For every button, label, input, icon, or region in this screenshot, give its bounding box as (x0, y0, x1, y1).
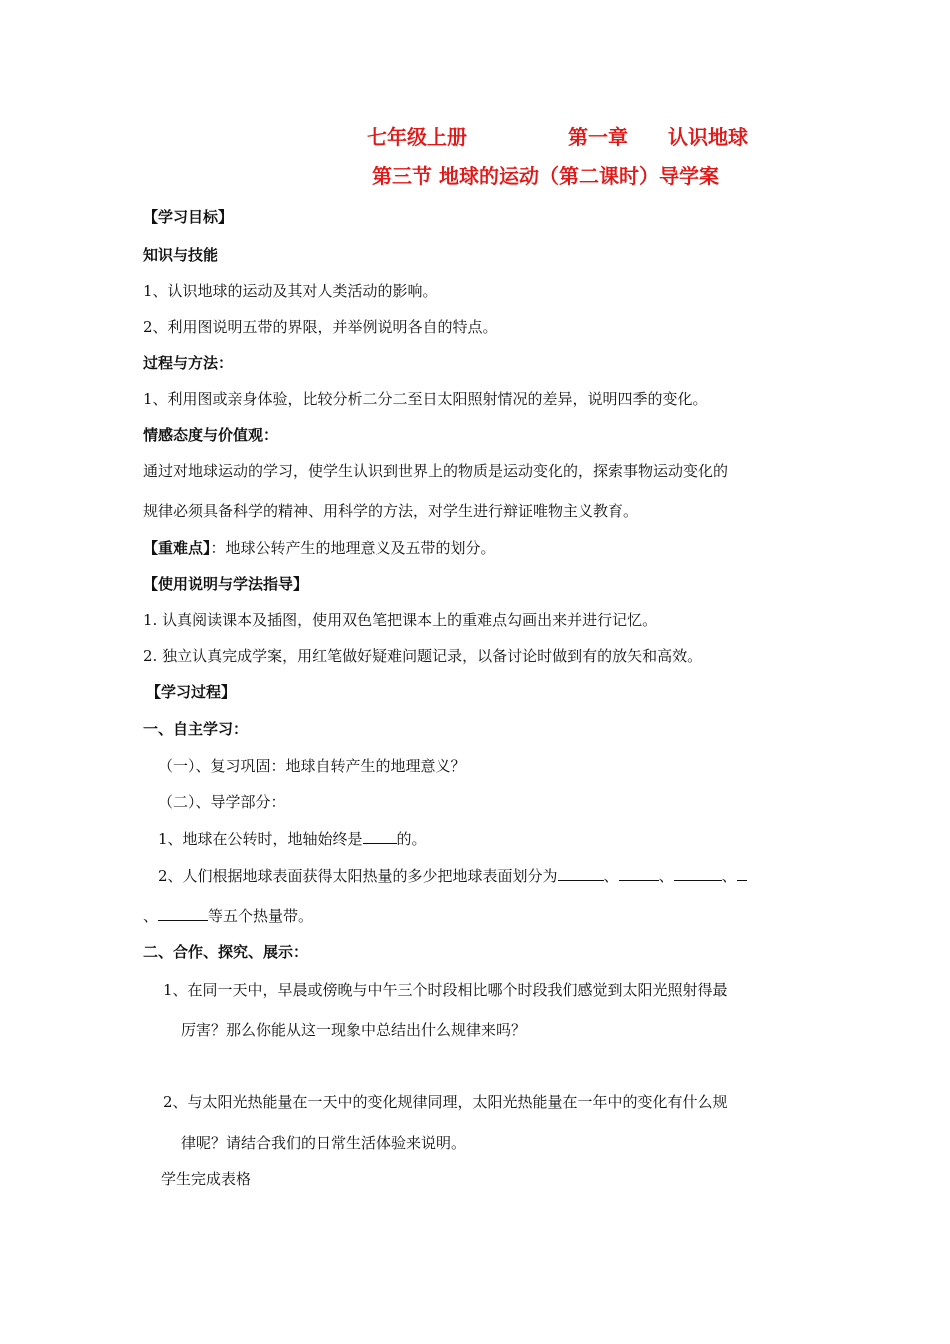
emotion-text-line-2: 规律必须具备科学的精神、用科学的方法，对学生进行辩证唯物主义教育。 (143, 502, 639, 520)
answer-blank-2b[interactable] (619, 865, 659, 881)
instructions-item-1: 1. 认真阅读课本及插图，使用双色笔把课本上的重难点勾画出来并进行记忆。 (143, 611, 658, 629)
title-chapter-name: 认识地球 (668, 125, 748, 149)
answer-blank-2e[interactable] (158, 905, 208, 921)
table-note: 学生完成表格 (161, 1170, 252, 1188)
question-2-end: 等五个热量带。 (208, 907, 314, 925)
cooperation-heading: 二、合作、探究、展示： (143, 943, 309, 961)
document-subtitle: 第三节 地球的运动（第二课时）导学案 (372, 164, 719, 188)
guide-heading: （二）、导学部分： (158, 793, 286, 811)
question-1-end: 的。 (396, 830, 427, 848)
question-1-text: 1、地球在公转时，地轴始终是 (158, 830, 363, 848)
knowledge-heading: 知识与技能 (143, 246, 219, 264)
emotion-heading: 情感态度与价值观： (143, 426, 279, 444)
process-heading: 【学习过程】 (146, 683, 237, 701)
blank-separator: 、 (721, 867, 737, 885)
knowledge-item-2: 2、利用图说明五带的界限，并举例说明各自的特点。 (143, 318, 498, 336)
objectives-heading: 【学习目标】 (143, 208, 234, 226)
key-points (143, 538, 496, 558)
answer-blank-2d[interactable] (737, 865, 747, 881)
question-2-continued (143, 905, 313, 926)
knowledge-item-1: 1、认识地球的运动及其对人类活动的影响。 (143, 282, 438, 300)
coop-question-1-line-1: 1、在同一天中，早晨或傍晚与中午三个时段相比哪个时段我们感觉到太阳光照射得最 (163, 981, 728, 999)
title-chapter: 第一章 (568, 125, 628, 149)
blank-separator: 、 (603, 867, 619, 885)
key-points-text: ：地球公转产生的地理意义及五带的划分。 (210, 539, 496, 557)
self-study-heading: 一、自主学习： (143, 720, 249, 738)
coop-question-1-line-2: 厉害？那么你能从这一现象中总结出什么规律来吗？ (181, 1021, 527, 1039)
question-1 (158, 828, 427, 849)
coop-question-2-line-1: 2、与太阳光热能量在一天中的变化规律同理，太阳光热能量在一年中的变化有什么规 (163, 1093, 728, 1111)
key-points-label: 【重难点】 (143, 539, 211, 557)
blank-separator: 、 (658, 867, 674, 885)
process-method-heading: 过程与方法： (143, 354, 234, 372)
question-2 (158, 865, 747, 886)
review-question: （一）、复习巩固：地球自转产生的地理意义？ (158, 757, 466, 775)
instructions-item-2: 2. 独立认真完成学案，用红笔做好疑难问题记录，以备讨论时做到有的放矢和高效。 (143, 647, 703, 665)
question-2-continued-sep: 、 (143, 907, 159, 925)
process-method-item-1: 1、利用图或亲身体验，比较分析二分二至日太阳照射情况的差异，说明四季的变化。 (143, 390, 708, 408)
coop-question-2-line-2: 律呢？请结合我们的日常生活体验来说明。 (181, 1134, 467, 1152)
answer-blank-2c[interactable] (674, 865, 722, 881)
instructions-heading: 【使用说明与学法指导】 (143, 575, 309, 593)
answer-blank-1[interactable] (363, 828, 397, 844)
emotion-text-line-1: 通过对地球运动的学习，使学生认识到世界上的物质是运动变化的，探索事物运动变化的 (143, 462, 729, 480)
title-grade: 七年级上册 (367, 125, 467, 149)
question-2-text: 2、人们根据地球表面获得太阳热量的多少把地球表面划分为 (158, 867, 558, 885)
answer-blank-2a[interactable] (558, 865, 604, 881)
